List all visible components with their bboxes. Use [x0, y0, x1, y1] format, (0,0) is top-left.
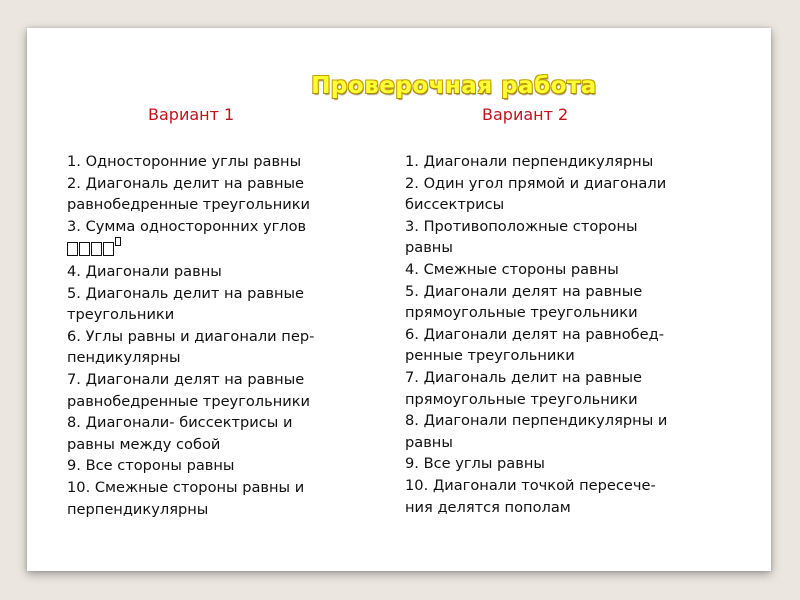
variant-2-heading: Вариант 2 — [482, 105, 569, 124]
variant-2-item: 3. Противоположные стороны равны — [405, 217, 638, 257]
variant-2-item: 2. Один угол прямой и диагонали биссектрисы — [405, 174, 667, 214]
missing-glyph-row — [67, 237, 402, 261]
missing-glyph-icon — [67, 242, 78, 256]
variant-1-list — [67, 151, 402, 520]
variant-1-item: 4. Диагонали равны — [67, 262, 222, 280]
variant-1-item: 9. Все стороны равны — [67, 457, 235, 475]
variant-1-heading: Вариант 1 — [148, 105, 235, 124]
variant-2-list — [405, 151, 755, 518]
variant-2-item: 10. Диагонали точкой пересече- ния делятся пополам — [405, 476, 656, 516]
variant-2-item: 5. Диагонали делят на равные прямоугольные треугольники — [405, 282, 643, 322]
variant-1-item: 3. Сумма односторонних углов — [67, 217, 307, 235]
variant-1-item: 6. Углы равны и диагонали пер- пендикулярны — [67, 327, 315, 367]
variant-1-item: 7. Диагонали делят на равные равнобедренные треугольники — [67, 370, 311, 410]
missing-glyph-icon — [115, 237, 121, 246]
missing-glyph-icon — [103, 242, 114, 256]
variant-1-item: 10. Смежные стороны равны и перпендикулярны — [67, 478, 305, 518]
variant-1-item: 1. Односторонние углы равны — [67, 153, 302, 170]
variant-1-item: 5. Диагональ делит на равные треугольники — [67, 284, 305, 324]
variant-2-item: 7. Диагональ делит на равные прямоугольные треугольники — [405, 368, 643, 408]
slide-title: Проверочная работа — [311, 73, 597, 99]
slide — [27, 28, 771, 571]
variant-2-item: 1. Диагонали перпендикулярны — [405, 153, 654, 170]
variant-2-item: 9. Все углы равны — [405, 455, 545, 473]
variant-2-item: 4. Смежные стороны равны — [405, 260, 619, 278]
variant-1-item: 2. Диагональ делит на равные равнобедренные треугольники — [67, 174, 311, 214]
missing-glyph-icon — [79, 242, 90, 256]
variant-2-item: 6. Диагонали делят на равнобед- ренные треугольники — [405, 325, 664, 365]
variant-1-item: 8. Диагонали- биссектрисы и равны между собой — [67, 414, 293, 453]
missing-glyph-icon — [91, 242, 102, 256]
variant-2-item: 8. Диагонали перпендикулярны и равны — [405, 412, 668, 451]
